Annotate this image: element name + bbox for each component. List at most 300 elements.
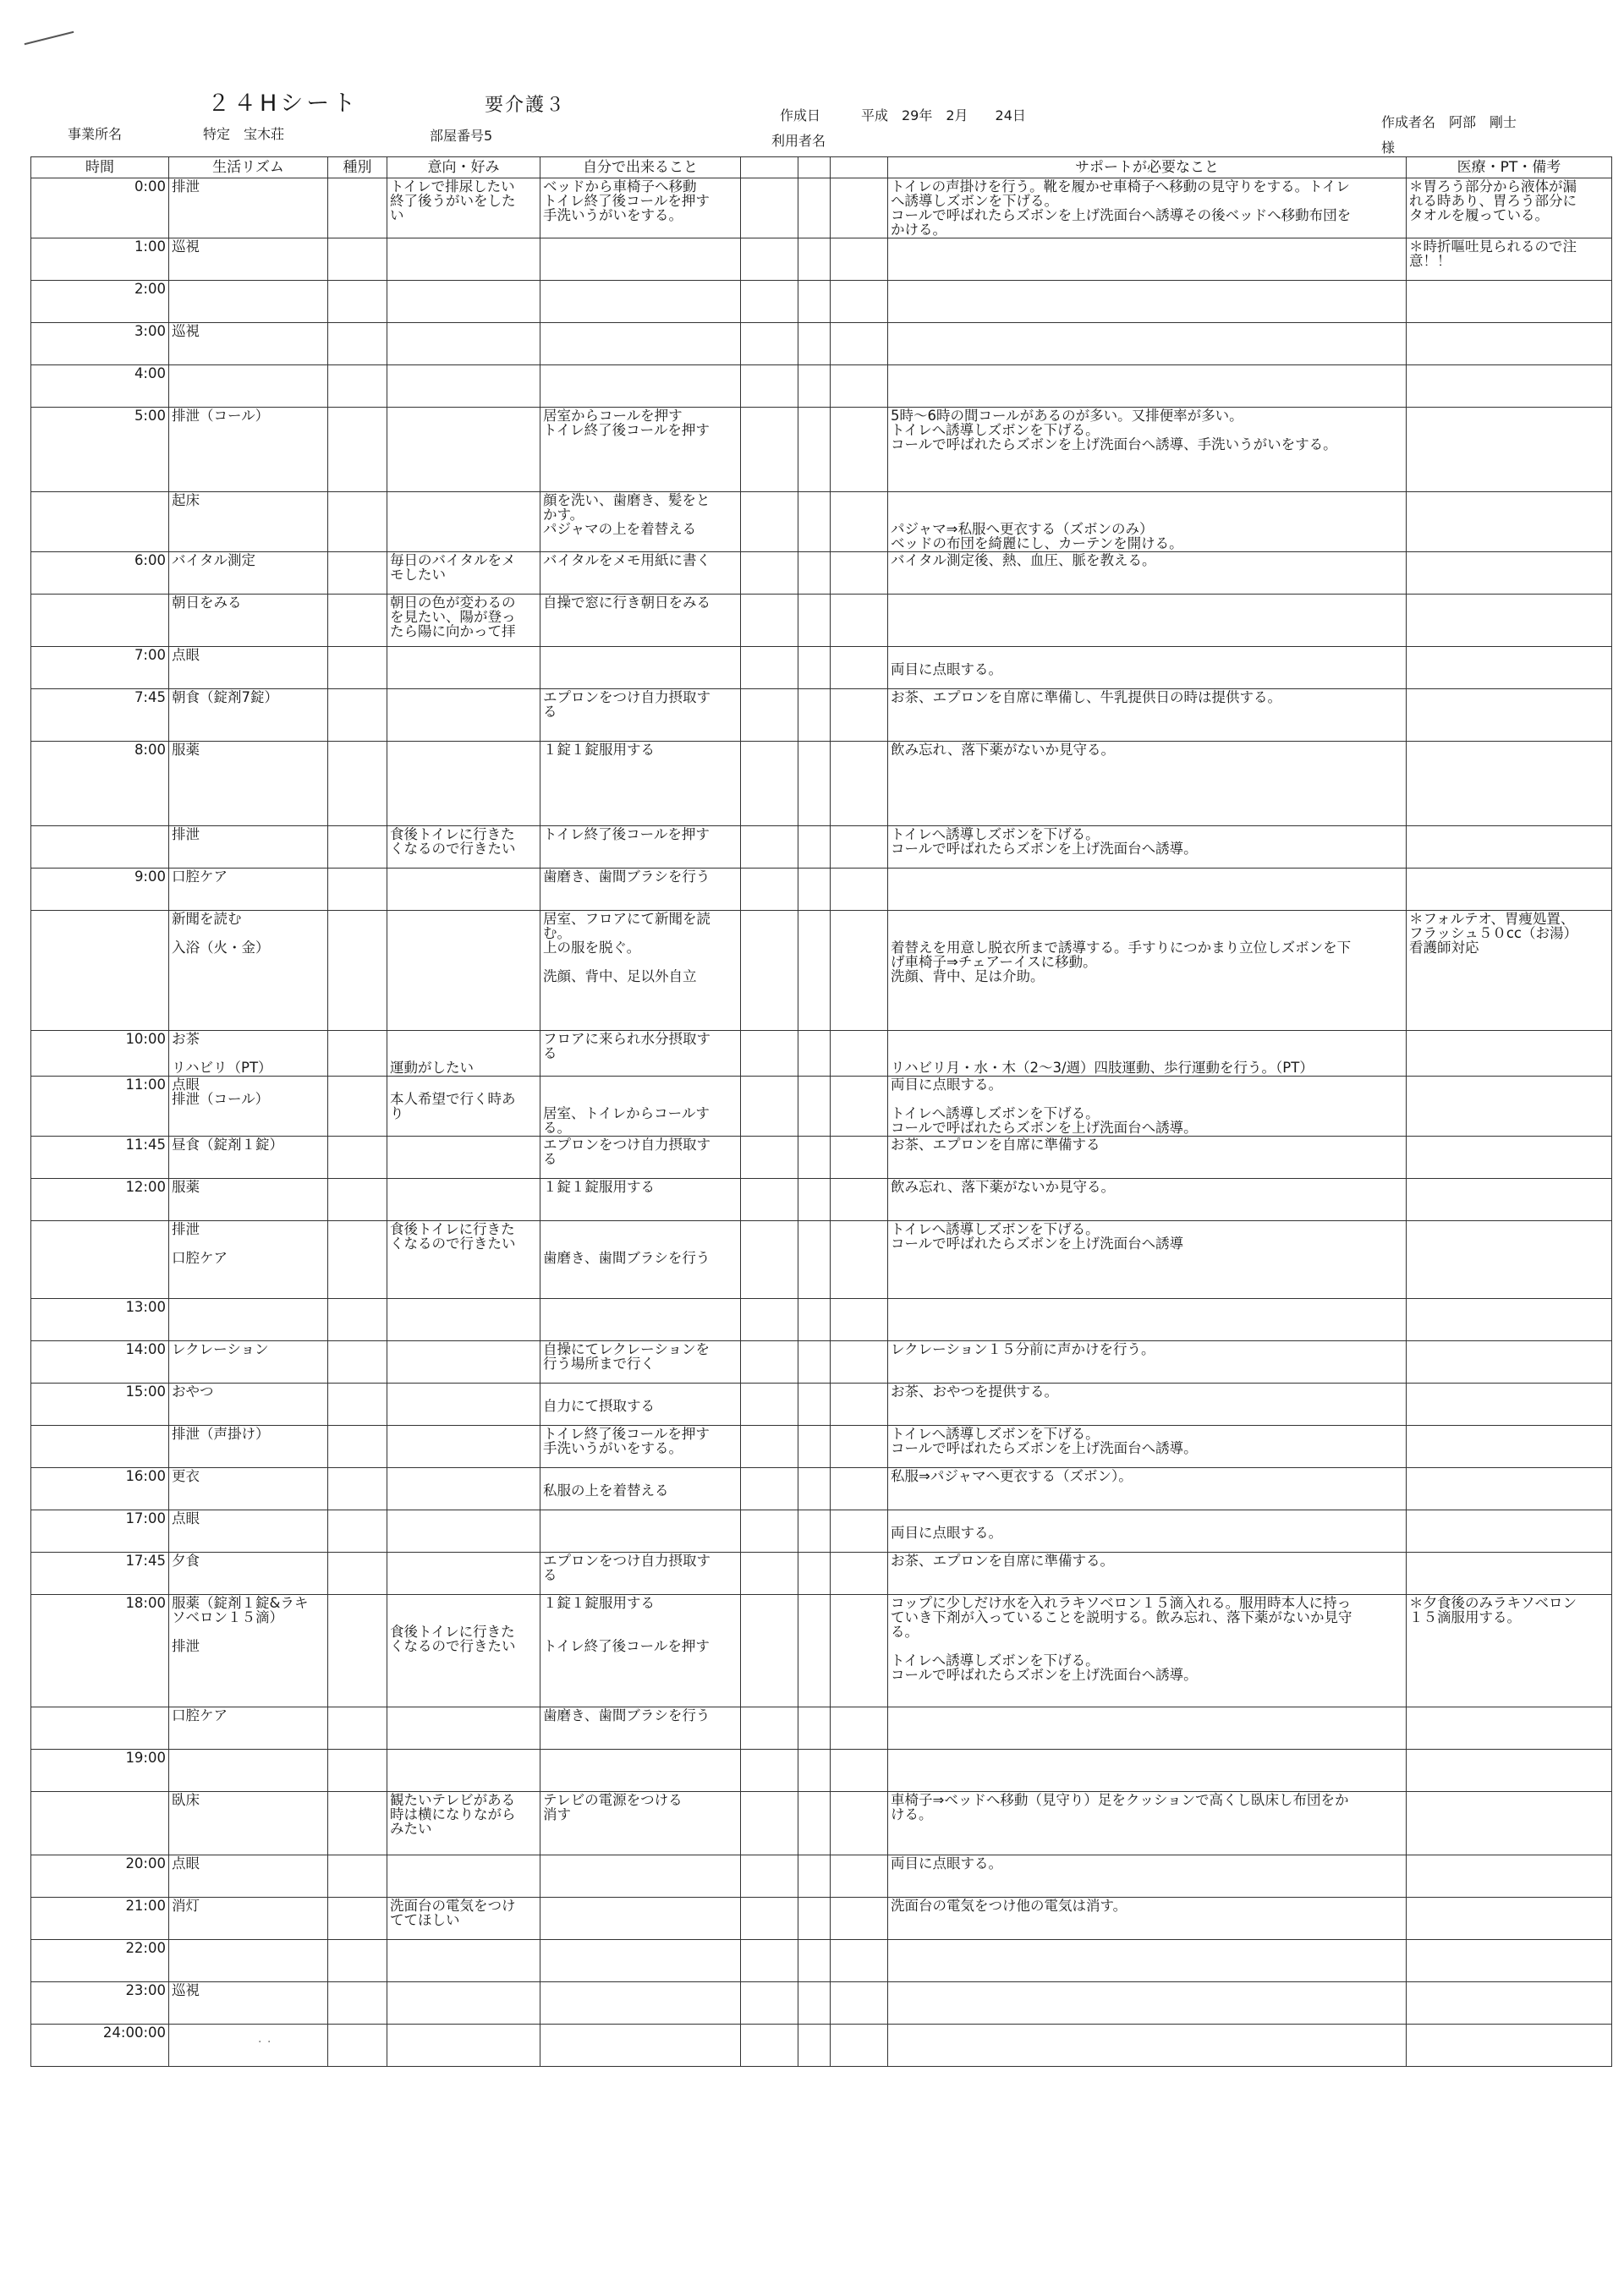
rhythm-cell: 排泄	[169, 178, 328, 238]
self-care-cell	[540, 238, 741, 281]
self-care-cell: トイレ終了後コールを押す 手洗いうがいをする。	[540, 1426, 741, 1468]
blank-cell-2	[798, 1031, 831, 1077]
blank-cell-3	[831, 1940, 888, 1982]
blank-cell-1	[741, 1299, 798, 1341]
medical-cell	[1407, 1898, 1612, 1940]
table-row	[31, 869, 1612, 911]
table-row	[31, 1792, 1612, 1855]
preference-cell: トイレで排尿したい 終了後うがいをした い	[387, 178, 540, 238]
self-care-cell	[540, 323, 741, 365]
rhythm-cell: 服薬（錠剤１錠&ラキ ソベロン１５滴） 排泄	[169, 1595, 328, 1707]
type-cell	[328, 742, 387, 826]
preference-cell	[387, 1553, 540, 1595]
blank-cell-1	[741, 365, 798, 408]
blank-cell-1	[741, 1792, 798, 1855]
medical-cell	[1407, 1137, 1612, 1179]
time-cell: 6:00	[31, 552, 169, 595]
blank-cell-1	[741, 408, 798, 492]
blank-cell-1	[741, 1426, 798, 1468]
type-cell	[328, 1898, 387, 1940]
medical-cell	[1407, 647, 1612, 689]
time-cell: 7:45	[31, 689, 169, 742]
self-care-cell: １錠１錠服用する	[540, 742, 741, 826]
medical-cell	[1407, 1221, 1612, 1299]
care-level: 要介護３	[485, 95, 567, 116]
blank-cell-2	[798, 552, 831, 595]
support-cell	[888, 2025, 1407, 2067]
blank-cell-1	[741, 1341, 798, 1384]
preference-cell	[387, 1426, 540, 1468]
medical-cell	[1407, 281, 1612, 323]
blank-cell-3	[831, 742, 888, 826]
support-cell: 飲み忘れ、落下薬がないか見守る。	[888, 1179, 1407, 1221]
self-care-cell: 自力にて摂取する	[540, 1384, 741, 1426]
blank-cell-1	[741, 1982, 798, 2025]
blank-cell-2	[798, 689, 831, 742]
table-row	[31, 1898, 1612, 1940]
support-cell: 5時～6時の間コールがあるのが多い。又排便率が多い。 トイレへ誘導しズボンを下げる。 コールで呼ばれたらズボンを上げ洗面台へ誘導、手洗いうがいをする。	[888, 408, 1407, 492]
table-row	[31, 1077, 1612, 1137]
medical-cell	[1407, 323, 1612, 365]
table-row	[31, 1750, 1612, 1792]
rhythm-cell: 排泄 口腔ケア	[169, 1221, 328, 1299]
blank-cell-2	[798, 1341, 831, 1384]
time-cell: 24:00:00	[31, 2025, 169, 2067]
time-cell	[31, 911, 169, 1031]
type-cell	[328, 1553, 387, 1595]
medical-cell	[1407, 408, 1612, 492]
blank-cell-2	[798, 1855, 831, 1898]
medical-cell: ＊胃ろう部分から液体が漏 れる時あり、胃ろう部分に タオルを履っている。	[1407, 178, 1612, 238]
self-care-cell	[540, 1982, 741, 2025]
self-care-cell: 居室からコールを押す トイレ終了後コールを押す	[540, 408, 741, 492]
rhythm-cell: 排泄（コール）	[169, 408, 328, 492]
blank-cell-2	[798, 647, 831, 689]
blank-cell-3	[831, 1299, 888, 1341]
blank-cell-3	[831, 911, 888, 1031]
blank-cell-1	[741, 1940, 798, 1982]
type-cell	[328, 1855, 387, 1898]
self-care-cell	[540, 1940, 741, 1982]
preference-cell	[387, 1750, 540, 1792]
time-cell: 8:00	[31, 742, 169, 826]
blank-cell-3	[831, 689, 888, 742]
preference-cell: 食後トイレに行きた くなるので行きたい	[387, 1221, 540, 1299]
blank-cell-2	[798, 492, 831, 552]
preference-cell: 食後トイレに行きた くなるので行きたい	[387, 1595, 540, 1707]
medical-cell	[1407, 1750, 1612, 1792]
blank-cell-3	[831, 365, 888, 408]
self-care-cell: １錠１錠服用する	[540, 1179, 741, 1221]
time-cell: 9:00	[31, 869, 169, 911]
blank-cell-3	[831, 1221, 888, 1299]
preference-cell	[387, 1384, 540, 1426]
medical-cell	[1407, 365, 1612, 408]
self-care-cell	[540, 647, 741, 689]
support-cell	[888, 1299, 1407, 1341]
support-cell: パジャマ⇒私服へ更衣する（ズボンのみ） ベッドの布団を綺麗にし、カーテンを開ける。	[888, 492, 1407, 552]
type-cell	[328, 1426, 387, 1468]
preference-cell	[387, 2025, 540, 2067]
preference-cell: 朝日の色が変わるの を見たい、陽が登っ たら陽に向かって拝	[387, 595, 540, 647]
support-cell: トイレへ誘導しズボンを下げる。 コールで呼ばれたらズボンを上げ洗面台へ誘導。	[888, 826, 1407, 869]
type-cell	[328, 1595, 387, 1707]
col-header-blank-3	[831, 157, 888, 178]
medical-cell	[1407, 1468, 1612, 1510]
rhythm-cell: 服薬	[169, 1179, 328, 1221]
medical-cell	[1407, 1940, 1612, 1982]
blank-cell-1	[741, 1855, 798, 1898]
table-row	[31, 1855, 1612, 1898]
table-row	[31, 1595, 1612, 1707]
blank-cell-1	[741, 869, 798, 911]
time-cell: 4:00	[31, 365, 169, 408]
support-cell	[888, 238, 1407, 281]
time-cell: 19:00	[31, 1750, 169, 1792]
self-care-cell: 私服の上を着替える	[540, 1468, 741, 1510]
type-cell	[328, 1940, 387, 1982]
medical-cell	[1407, 742, 1612, 826]
blank-cell-1	[741, 323, 798, 365]
blank-cell-2	[798, 1221, 831, 1299]
blank-cell-1	[741, 1384, 798, 1426]
rhythm-cell: 点眼	[169, 647, 328, 689]
time-cell: 11:00	[31, 1077, 169, 1137]
self-care-cell: エプロンをつけ自力摂取す る	[540, 1553, 741, 1595]
care-schedule-table	[30, 156, 1612, 2067]
preference-cell	[387, 365, 540, 408]
type-cell	[328, 365, 387, 408]
blank-cell-3	[831, 1898, 888, 1940]
blank-cell-3	[831, 1468, 888, 1510]
medical-cell	[1407, 1792, 1612, 1855]
type-cell	[328, 869, 387, 911]
blank-cell-1	[741, 1137, 798, 1179]
blank-cell-3	[831, 1426, 888, 1468]
support-cell: コップに少しだけ水を入れラキソベロン１５滴入れる。服用時本人に持っ ていき下剤が入っていることを説明する。飲み忘れ、落下薬がないか見守 る。 トイレへ誘導しズボンを下げる。 コールで呼ばれたらズボンを上げ洗面台へ誘導。	[888, 1595, 1407, 1707]
scan-pen-mark	[25, 31, 74, 45]
rhythm-cell	[169, 365, 328, 408]
support-cell	[888, 281, 1407, 323]
time-cell	[31, 1426, 169, 1468]
table-row	[31, 281, 1612, 323]
rhythm-cell: 朝日をみる	[169, 595, 328, 647]
blank-cell-2	[798, 1940, 831, 1982]
type-cell	[328, 492, 387, 552]
type-cell	[328, 552, 387, 595]
table-row	[31, 323, 1612, 365]
blank-cell-3	[831, 826, 888, 869]
time-cell: 17:00	[31, 1510, 169, 1553]
preference-cell	[387, 323, 540, 365]
type-cell	[328, 911, 387, 1031]
blank-cell-1	[741, 238, 798, 281]
medical-cell	[1407, 1510, 1612, 1553]
col-header-blank-1	[741, 157, 798, 178]
self-care-cell: エプロンをつけ自力摂取す る	[540, 1137, 741, 1179]
medical-cell	[1407, 552, 1612, 595]
support-cell: 私服⇒パジャマへ更衣する（ズボン）。	[888, 1468, 1407, 1510]
blank-cell-2	[798, 178, 831, 238]
blank-cell-1	[741, 1595, 798, 1707]
support-cell: 両目に点眼する。	[888, 1855, 1407, 1898]
table-row	[31, 742, 1612, 826]
blank-cell-2	[798, 826, 831, 869]
blank-cell-3	[831, 1982, 888, 2025]
blank-cell-2	[798, 1750, 831, 1792]
table-row	[31, 1940, 1612, 1982]
office-value: 特定 宝木荘	[203, 126, 285, 142]
type-cell	[328, 826, 387, 869]
preference-cell	[387, 238, 540, 281]
preference-cell	[387, 1940, 540, 1982]
preference-cell	[387, 911, 540, 1031]
rhythm-cell	[169, 1750, 328, 1792]
blank-cell-2	[798, 1982, 831, 2025]
blank-cell-3	[831, 1510, 888, 1553]
blank-cell-3	[831, 1792, 888, 1855]
time-cell: 16:00	[31, 1468, 169, 1510]
time-cell	[31, 595, 169, 647]
blank-cell-3	[831, 647, 888, 689]
rhythm-cell: 巡視	[169, 238, 328, 281]
preference-cell	[387, 647, 540, 689]
type-cell	[328, 1982, 387, 2025]
blank-cell-1	[741, 1077, 798, 1137]
preference-cell	[387, 408, 540, 492]
type-cell	[328, 595, 387, 647]
type-cell	[328, 238, 387, 281]
self-care-cell: 歯磨き、歯間ブラシを行う	[540, 1707, 741, 1750]
self-care-cell: 歯磨き、歯間ブラシを行う	[540, 869, 741, 911]
blank-cell-2	[798, 1299, 831, 1341]
time-cell: 22:00	[31, 1940, 169, 1982]
type-cell	[328, 2025, 387, 2067]
blank-cell-1	[741, 552, 798, 595]
self-care-cell: バイタルをメモ用紙に書く	[540, 552, 741, 595]
type-cell	[328, 1031, 387, 1077]
blank-cell-2	[798, 281, 831, 323]
type-cell	[328, 1792, 387, 1855]
medical-cell	[1407, 2025, 1612, 2067]
rhythm-cell: 新聞を読む 入浴（火・金）	[169, 911, 328, 1031]
support-cell: 着替えを用意し脱衣所まで誘導する。手すりにつかまり立位しズボンを下 げ車椅子⇒チェアーイスに移動。 洗顔、背中、足は介助。	[888, 911, 1407, 1031]
table-row	[31, 689, 1612, 742]
blank-cell-1	[741, 826, 798, 869]
type-cell	[328, 1179, 387, 1221]
table-row	[31, 1982, 1612, 2025]
sheet-title: ２４Hシート	[207, 90, 359, 117]
created-date: 平成 29年 2月 24日	[861, 107, 1026, 123]
time-cell: 23:00	[31, 1982, 169, 2025]
type-cell	[328, 178, 387, 238]
blank-cell-2	[798, 365, 831, 408]
blank-cell-3	[831, 1179, 888, 1221]
blank-cell-3	[831, 492, 888, 552]
blank-cell-3	[831, 1384, 888, 1426]
time-cell: 21:00	[31, 1898, 169, 1940]
col-header-blank-2	[798, 157, 831, 178]
support-cell	[888, 595, 1407, 647]
medical-cell	[1407, 492, 1612, 552]
time-cell: 14:00	[31, 1341, 169, 1384]
blank-cell-1	[741, 492, 798, 552]
time-cell: 0:00	[31, 178, 169, 238]
support-cell: お茶、おやつを提供する。	[888, 1384, 1407, 1426]
self-care-cell	[540, 365, 741, 408]
table-row	[31, 178, 1612, 238]
support-cell	[888, 1940, 1407, 1982]
medical-cell	[1407, 1179, 1612, 1221]
preference-cell: 洗面台の電気をつけ ててほしい	[387, 1898, 540, 1940]
table-row	[31, 1341, 1612, 1384]
blank-cell-3	[831, 1553, 888, 1595]
blank-cell-2	[798, 595, 831, 647]
blank-cell-2	[798, 1510, 831, 1553]
blank-cell-1	[741, 1553, 798, 1595]
rhythm-cell: 巡視	[169, 323, 328, 365]
type-cell	[328, 1707, 387, 1750]
blank-cell-1	[741, 178, 798, 238]
time-cell: 1:00	[31, 238, 169, 281]
table-row	[31, 1468, 1612, 1510]
support-cell: お茶、エプロンを自席に準備する	[888, 1137, 1407, 1179]
support-cell: 両目に点眼する。	[888, 1510, 1407, 1553]
table-row	[31, 492, 1612, 552]
rhythm-cell: 朝食（錠剤7錠）	[169, 689, 328, 742]
office-label: 事業所名	[68, 126, 123, 142]
self-care-cell: 自操で窓に行き朝日をみる	[540, 595, 741, 647]
medical-cell	[1407, 1707, 1612, 1750]
blank-cell-1	[741, 281, 798, 323]
support-cell	[888, 1982, 1407, 2025]
medical-cell	[1407, 689, 1612, 742]
preference-cell	[387, 1137, 540, 1179]
preference-cell	[387, 1299, 540, 1341]
type-cell	[328, 647, 387, 689]
preference-cell	[387, 1707, 540, 1750]
blank-cell-3	[831, 1707, 888, 1750]
rhythm-cell: 昼食（錠剤１錠）	[169, 1137, 328, 1179]
time-cell	[31, 826, 169, 869]
rhythm-cell: 口腔ケア	[169, 869, 328, 911]
blank-cell-1	[741, 689, 798, 742]
preference-cell	[387, 1510, 540, 1553]
blank-cell-1	[741, 911, 798, 1031]
preference-cell: 食後トイレに行きた くなるので行きたい	[387, 826, 540, 869]
support-cell: リハビリ月・水・木（2～3/週）四肢運動、歩行運動を行う。（PT）	[888, 1031, 1407, 1077]
rhythm-cell: 巡視	[169, 1982, 328, 2025]
blank-cell-2	[798, 1792, 831, 1855]
support-cell: 洗面台の電気をつけ他の電気は消す。	[888, 1898, 1407, 1940]
rhythm-cell	[169, 1940, 328, 1982]
rhythm-cell: おやつ	[169, 1384, 328, 1426]
rhythm-cell: バイタル測定	[169, 552, 328, 595]
support-cell	[888, 323, 1407, 365]
table-row	[31, 408, 1612, 492]
self-care-cell: １錠１錠服用する トイレ終了後コールを押す	[540, 1595, 741, 1707]
medical-cell	[1407, 595, 1612, 647]
col-header-self-care: 自分で出来ること	[540, 157, 741, 178]
type-cell	[328, 1468, 387, 1510]
table-row	[31, 1384, 1612, 1426]
table-row	[31, 1299, 1612, 1341]
type-cell	[328, 1384, 387, 1426]
author-name: 作成者名 阿部 剛士	[1381, 114, 1517, 130]
table-row	[31, 1179, 1612, 1221]
table-row	[31, 1031, 1612, 1077]
support-cell: お茶、エプロンを自席に準備する。	[888, 1553, 1407, 1595]
self-care-cell	[540, 1750, 741, 1792]
type-cell	[328, 1510, 387, 1553]
preference-cell	[387, 492, 540, 552]
honorific: 様	[1381, 140, 1396, 156]
preference-cell	[387, 1468, 540, 1510]
blank-cell-3	[831, 323, 888, 365]
blank-cell-1	[741, 1898, 798, 1940]
room-number: 部屋番号5	[430, 128, 493, 144]
blank-cell-3	[831, 178, 888, 238]
self-care-cell	[540, 2025, 741, 2067]
rhythm-cell: 更衣	[169, 1468, 328, 1510]
table-row	[31, 552, 1612, 595]
self-care-cell	[540, 1299, 741, 1341]
support-cell: トイレへ誘導しズボンを下げる。 コールで呼ばれたらズボンを上げ洗面台へ誘導。	[888, 1426, 1407, 1468]
rhythm-cell: 夕食	[169, 1553, 328, 1595]
blank-cell-1	[741, 1179, 798, 1221]
blank-cell-1	[741, 647, 798, 689]
blank-cell-3	[831, 2025, 888, 2067]
preference-cell	[387, 1982, 540, 2025]
rhythm-cell: 消灯	[169, 1898, 328, 1940]
preference-cell	[387, 689, 540, 742]
preference-cell: 観たいテレビがある 時は横になりながら みたい	[387, 1792, 540, 1855]
blank-cell-1	[741, 1707, 798, 1750]
self-care-cell: エプロンをつけ自力摂取す る	[540, 689, 741, 742]
type-cell	[328, 1137, 387, 1179]
col-header-time: 時間	[31, 157, 169, 178]
medical-cell	[1407, 1031, 1612, 1077]
blank-cell-1	[741, 595, 798, 647]
time-cell	[31, 1221, 169, 1299]
blank-cell-3	[831, 1137, 888, 1179]
blank-cell-3	[831, 281, 888, 323]
type-cell	[328, 281, 387, 323]
preference-cell	[387, 281, 540, 323]
self-care-cell: 自操にてレクレーションを 行う場所まで行く	[540, 1341, 741, 1384]
type-cell	[328, 1341, 387, 1384]
rhythm-cell: 服薬	[169, 742, 328, 826]
self-care-cell: 顔を洗い、歯磨き、髪をと かす。 パジャマの上を着替える	[540, 492, 741, 552]
medical-cell	[1407, 826, 1612, 869]
type-cell	[328, 1299, 387, 1341]
blank-cell-3	[831, 595, 888, 647]
blank-cell-2	[798, 1384, 831, 1426]
medical-cell	[1407, 1982, 1612, 2025]
self-care-cell: 居室、トイレからコールす る。	[540, 1077, 741, 1137]
header-row	[31, 157, 1612, 178]
self-care-cell: トイレ終了後コールを押す	[540, 826, 741, 869]
preference-cell	[387, 1341, 540, 1384]
blank-cell-3	[831, 1595, 888, 1707]
time-cell	[31, 492, 169, 552]
self-care-cell	[540, 1898, 741, 1940]
blank-cell-2	[798, 911, 831, 1031]
rhythm-cell: 起床	[169, 492, 328, 552]
time-cell: 17:45	[31, 1553, 169, 1595]
blank-cell-3	[831, 408, 888, 492]
medical-cell	[1407, 1426, 1612, 1468]
